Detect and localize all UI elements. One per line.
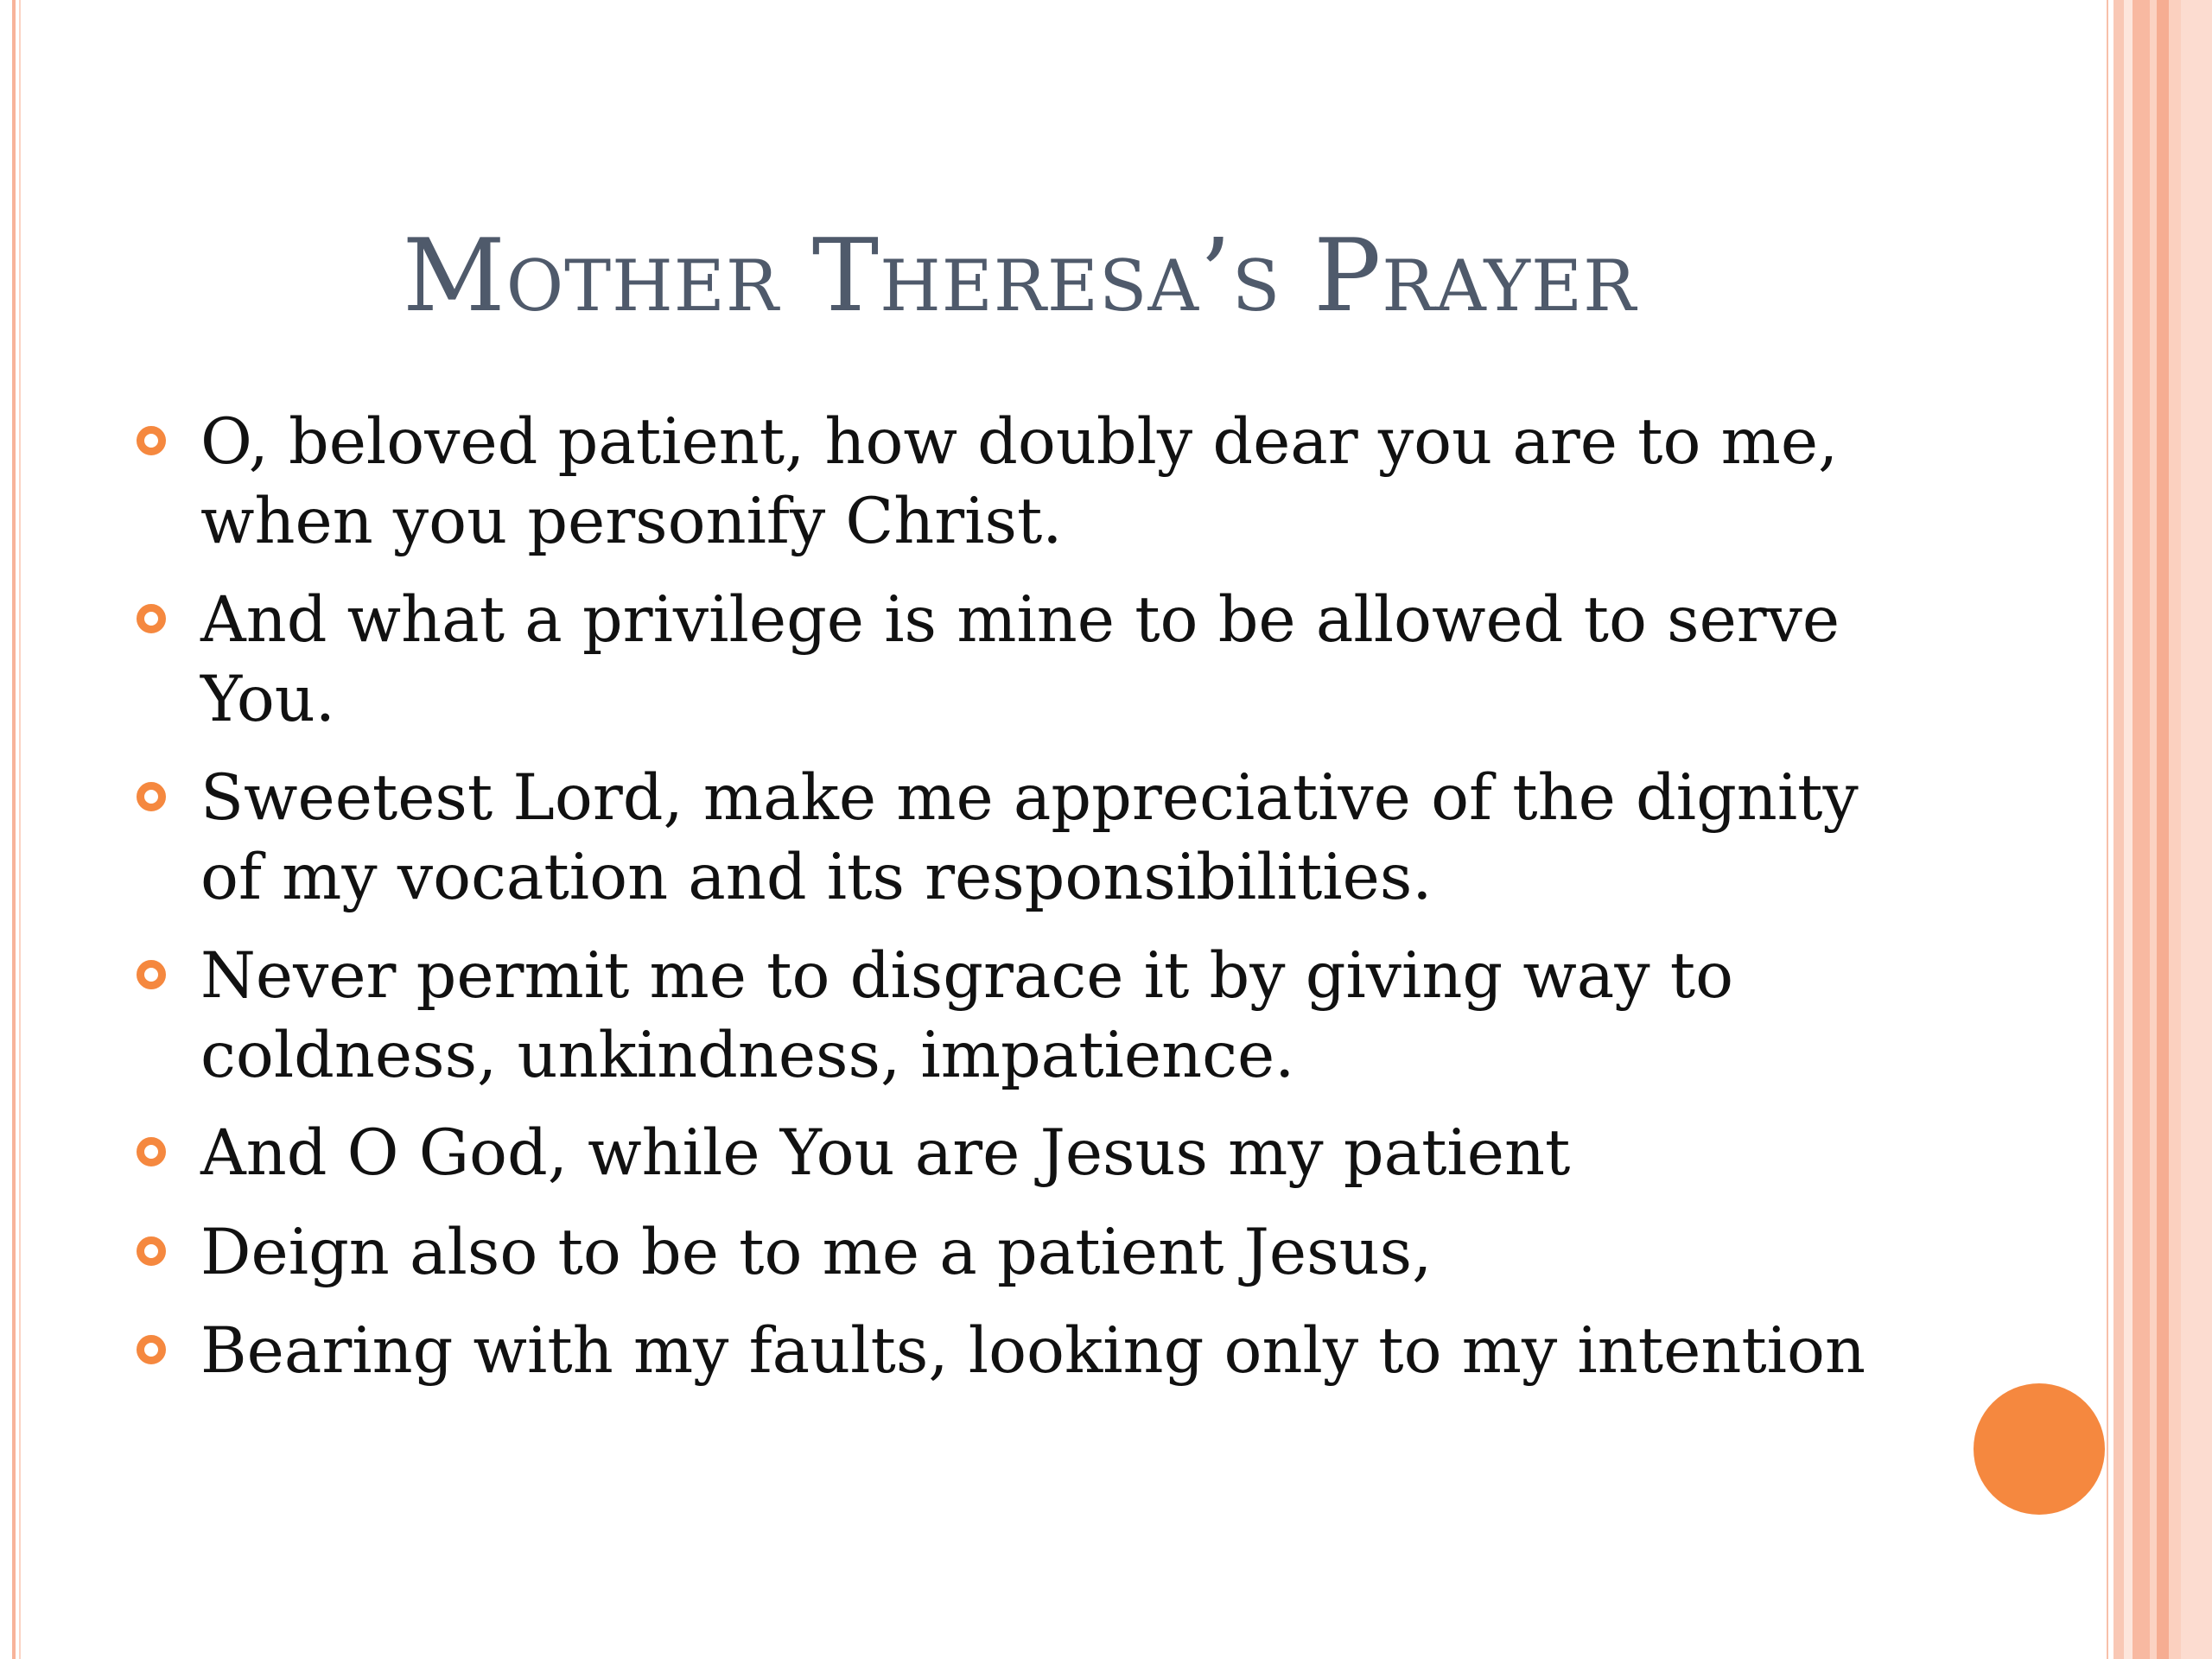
right-border-band — [2181, 0, 2212, 1659]
ring-bullet-icon — [137, 1137, 166, 1166]
ring-bullet-icon — [137, 604, 166, 633]
right-border-band — [2133, 0, 2150, 1659]
right-border-band — [2150, 0, 2157, 1659]
ring-bullet-icon — [137, 1335, 166, 1364]
bullet-text: And O God, while You are Jesus my patient — [200, 1116, 1571, 1190]
right-border-band — [2107, 0, 2108, 1659]
bullet-text: Sweetest Lord, make me appreciative of the dignity of my vocation and its responsibilities. — [200, 761, 1859, 914]
ring-bullet-icon — [137, 782, 166, 811]
slide-title: Mother Theresa’s Prayer — [402, 218, 1637, 334]
bullet-text: O, beloved patient, how doubly dear you are to me, when you personify Christ. — [200, 405, 1839, 558]
bullet-text: Bearing with my faults, looking only to my intention — [200, 1314, 1866, 1388]
bullet-text: Deign also to be to me a patient Jesus, — [200, 1216, 1433, 1289]
right-border-band — [2124, 0, 2133, 1659]
ring-bullet-icon — [137, 1236, 166, 1266]
ring-bullet-icon — [137, 960, 166, 989]
right-border-band — [2169, 0, 2181, 1659]
ring-bullet-icon — [137, 426, 166, 455]
right-border-band — [2157, 0, 2169, 1659]
bullet-text: Never permit me to disgrace it by giving way to coldness, unkindness, impatience. — [200, 939, 1734, 1092]
bullet-text: And what a privilege is mine to be allowed to serve You. — [200, 583, 1840, 736]
right-border-band — [2113, 0, 2124, 1659]
orange-circle-decoration — [1974, 1383, 2105, 1515]
